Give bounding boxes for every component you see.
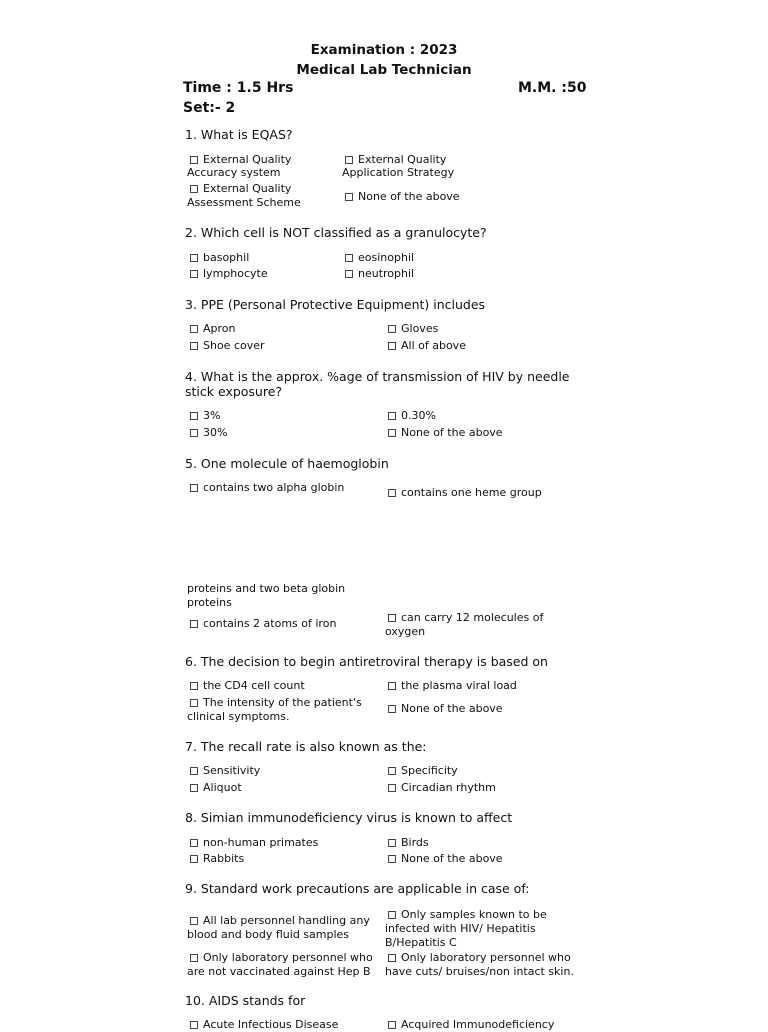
q9-option-d[interactable]: Only laboratory personnel who (385, 951, 571, 965)
course-title: Medical Lab Technician (296, 62, 472, 78)
q5-option-d-cont: oxygen (385, 625, 426, 638)
q1-option-c[interactable]: External Quality (187, 182, 291, 196)
q7-option-d[interactable]: Circadian rhythm (385, 781, 496, 795)
checkbox[interactable] (190, 784, 198, 792)
q6-option-a[interactable]: the CD4 cell count (187, 679, 305, 693)
q4-option-c[interactable]: 30% (187, 426, 227, 440)
question-2: 2. Which cell is NOT classified as a granulocyte? (185, 225, 487, 240)
checkbox[interactable] (190, 325, 198, 333)
question-10: 10. AIDS stands for (185, 993, 306, 1008)
checkbox[interactable] (345, 156, 353, 164)
q6-option-c-cont: clinical symptoms. (187, 710, 290, 723)
q7-option-a[interactable]: Sensitivity (187, 764, 260, 778)
checkbox[interactable] (388, 767, 396, 775)
q9-option-c[interactable]: Only laboratory personnel who (187, 951, 373, 965)
q1-option-b[interactable]: External Quality (342, 153, 446, 167)
question-5: 5. One molecule of haemoglobin (185, 456, 389, 471)
checkbox[interactable] (388, 855, 396, 863)
q9-option-a-cont: blood and body fluid samples (187, 928, 350, 941)
checkbox[interactable] (388, 1021, 396, 1029)
q8-option-c[interactable]: Rabbits (187, 852, 244, 866)
checkbox[interactable] (388, 412, 396, 420)
checkbox[interactable] (190, 270, 198, 278)
checkbox[interactable] (190, 185, 198, 193)
q9-option-b[interactable]: Only samples known to be (385, 908, 547, 922)
q6-option-d[interactable]: None of the above (385, 702, 503, 716)
q2-option-a[interactable]: basophil (187, 251, 249, 265)
q4-option-d[interactable]: None of the above (385, 426, 503, 440)
q5-option-a[interactable]: contains two alpha globin (187, 481, 344, 495)
checkbox[interactable] (190, 855, 198, 863)
q3-option-a[interactable]: Apron (187, 322, 236, 336)
q7-option-b[interactable]: Specificity (385, 764, 458, 778)
q1-option-b-cont: Application Strategy (342, 166, 455, 179)
q1-option-c-cont: Assessment Scheme (187, 196, 301, 209)
checkbox[interactable] (190, 767, 198, 775)
checkbox[interactable] (345, 193, 353, 201)
q2-option-b[interactable]: eosinophil (342, 251, 414, 265)
checkbox[interactable] (388, 429, 396, 437)
q9-option-c-cont: are not vaccinated against Hep B (187, 965, 371, 978)
checkbox[interactable] (388, 839, 396, 847)
question-9: 9. Standard work precautions are applicable in case of: (185, 881, 530, 896)
q6-option-c[interactable]: The intensity of the patient's (187, 696, 362, 710)
q1-option-d[interactable]: None of the above (342, 190, 460, 204)
q5-option-c[interactable]: contains 2 atoms of iron (187, 617, 336, 631)
q4-option-b[interactable]: 0.30% (385, 409, 436, 423)
checkbox[interactable] (388, 784, 396, 792)
checkbox[interactable] (190, 620, 198, 628)
q8-option-a[interactable]: non-human primates (187, 836, 318, 850)
question-1: 1. What is EQAS? (185, 127, 293, 142)
question-4-cont: stick exposure? (185, 384, 283, 399)
checkbox[interactable] (388, 614, 396, 622)
q2-option-c[interactable]: lymphocyte (187, 267, 268, 281)
checkbox[interactable] (388, 489, 396, 497)
q9-option-b-cont2: B/Hepatitis C (385, 936, 457, 949)
q5-option-d[interactable]: can carry 12 molecules of (385, 611, 543, 625)
exam-title: Examination : 2023 (310, 42, 458, 58)
question-7: 7. The recall rate is also known as the: (185, 739, 427, 754)
question-3: 3. PPE (Personal Protective Equipment) includes (185, 297, 486, 312)
question-6: 6. The decision to begin antiretroviral therapy is based on (185, 654, 548, 669)
q4-option-a[interactable]: 3% (187, 409, 220, 423)
checkbox[interactable] (190, 1021, 198, 1029)
checkbox[interactable] (388, 342, 396, 350)
checkbox[interactable] (388, 911, 396, 919)
question-8: 8. Simian immunodeficiency virus is known to affect (185, 810, 513, 825)
checkbox[interactable] (388, 954, 396, 962)
q7-option-c[interactable]: Aliquot (187, 781, 242, 795)
checkbox[interactable] (345, 254, 353, 262)
set-label: Set:- 2 (183, 100, 236, 116)
q3-option-c[interactable]: Shoe cover (187, 339, 265, 353)
checkbox[interactable] (190, 412, 198, 420)
q1-option-a[interactable]: External Quality (187, 153, 291, 167)
checkbox[interactable] (190, 342, 198, 350)
checkbox[interactable] (190, 254, 198, 262)
checkbox[interactable] (190, 699, 198, 707)
checkbox[interactable] (190, 156, 198, 164)
question-4: 4. What is the approx. %age of transmission of HIV by needle (185, 369, 570, 384)
q5-option-b[interactable]: contains one heme group (385, 486, 542, 500)
checkbox[interactable] (388, 682, 396, 690)
q3-option-b[interactable]: Gloves (385, 322, 438, 336)
checkbox[interactable] (190, 839, 198, 847)
q10-option-a[interactable]: Acute Infectious Disease (187, 1018, 338, 1032)
q10-option-b[interactable]: Acquired Immunodeficiency (385, 1018, 554, 1032)
q2-option-d[interactable]: neutrophil (342, 267, 414, 281)
q8-option-d[interactable]: None of the above (385, 852, 503, 866)
q5-option-a-cont: proteins and two beta globin (187, 582, 346, 595)
q1-option-a-cont: Accuracy system (187, 166, 281, 179)
q9-option-b-cont: infected with HIV/ Hepatitis (385, 922, 536, 935)
q3-option-d[interactable]: All of above (385, 339, 466, 353)
checkbox[interactable] (345, 270, 353, 278)
checkbox[interactable] (190, 954, 198, 962)
checkbox[interactable] (388, 705, 396, 713)
q6-option-b[interactable]: the plasma viral load (385, 679, 517, 693)
checkbox[interactable] (190, 682, 198, 690)
max-marks-label: M.M. :50 (518, 80, 587, 96)
checkbox[interactable] (190, 917, 198, 925)
q8-option-b[interactable]: Birds (385, 836, 429, 850)
q9-option-d-cont: have cuts/ bruises/non intact skin. (385, 965, 574, 978)
q9-option-a[interactable]: All lab personnel handling any (187, 914, 370, 928)
time-label: Time : 1.5 Hrs (183, 80, 294, 96)
checkbox[interactable] (190, 429, 198, 437)
checkbox[interactable] (388, 325, 396, 333)
checkbox[interactable] (190, 484, 198, 492)
q5-option-a-cont2: proteins (187, 596, 232, 609)
